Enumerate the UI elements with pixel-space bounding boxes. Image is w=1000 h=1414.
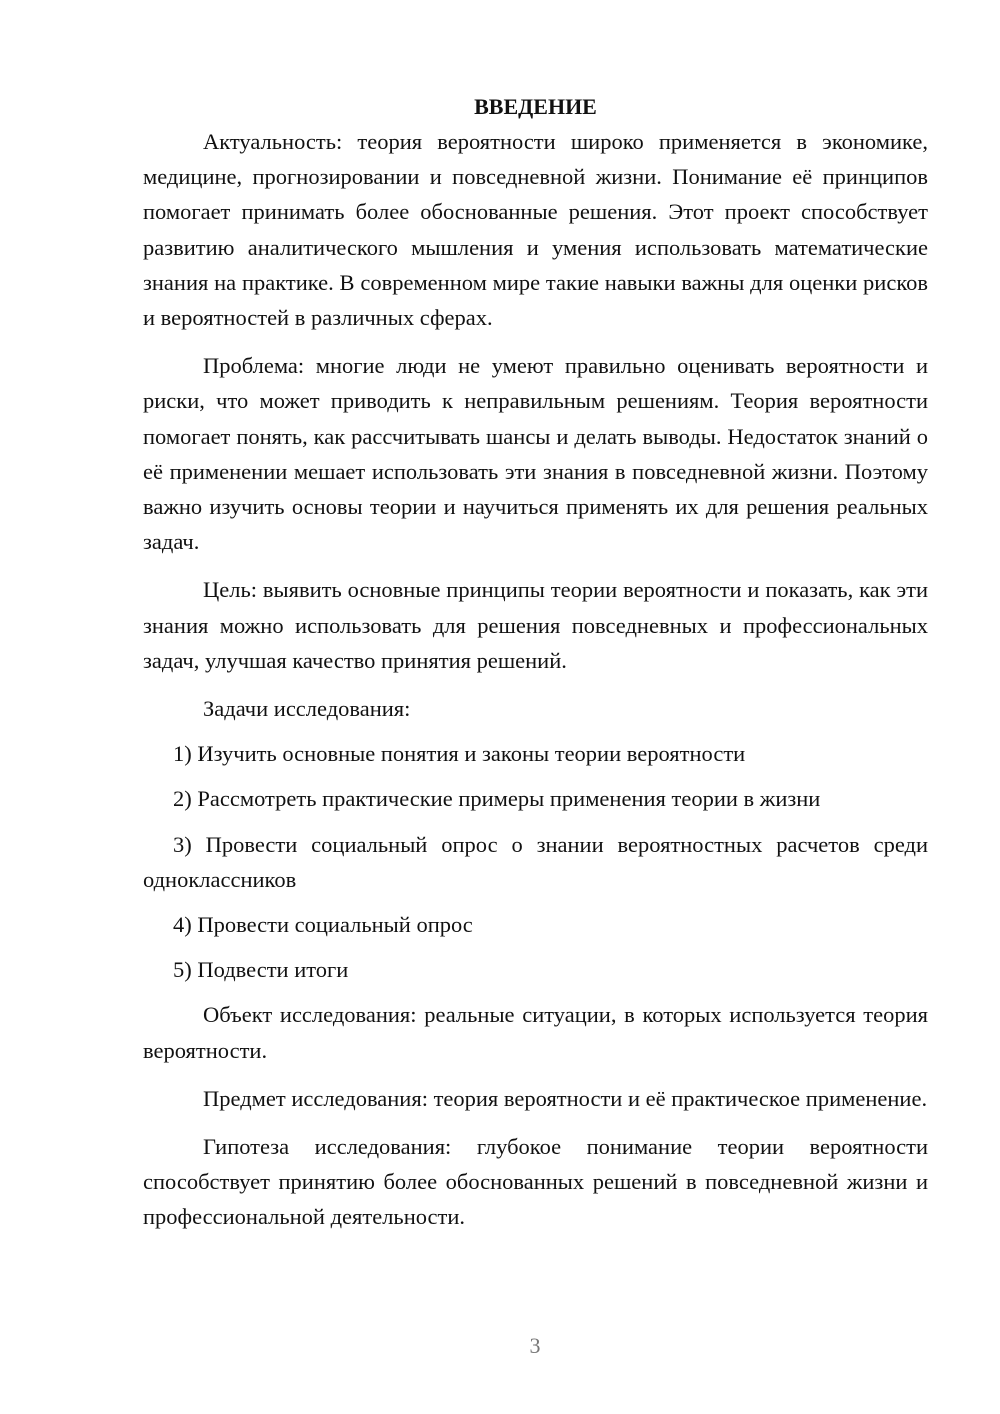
- document-page: [143, 92, 928, 1248]
- tasks-heading: Задачи исследования:: [203, 696, 411, 722]
- task-item: 5) Подвести итоги: [173, 957, 349, 983]
- subject-paragraph: Предмет исследования: теория вероятности и её практическое применение.: [203, 1085, 928, 1111]
- object-paragraph: Объект исследования: реальные ситуации, в которых используется теория вероятности.: [143, 1002, 928, 1063]
- task-item: 4) Провести социальный опрос: [173, 912, 473, 938]
- page-number: 3: [529, 1333, 541, 1358]
- problem-paragraph: Проблема: многие люди не умеют правильно оценивать вероятности и риски, что может приводить к неправильным решениям. Теория вероятности помогает понять, как рассчитывать шансы и делать выводы. Недостаток знаний о её применении мешает использовать эти знания в повседневной жизни. Поэтому важно изучить основы теории и научиться применять их для решения реальных задач.: [143, 353, 928, 555]
- hypothesis-paragraph: Гипотеза исследования: глубокое понимание теории вероятности способствует принятию более обоснованных решений в повседневной жизни и профессиональной деятельности.: [143, 1134, 928, 1230]
- task-item: 3) Провести социальный опрос о знании вероятностных расчетов среди одноклассников: [143, 831, 928, 892]
- page-title: ВВЕДЕНИЕ: [474, 94, 597, 119]
- task-item: 2) Рассмотреть практические примеры применения теории в жизни: [173, 786, 821, 812]
- task-item: 1) Изучить основные понятия и законы теории вероятности: [173, 741, 746, 767]
- relevance-paragraph: Актуальность: теория вероятности широко применяется в экономике, медицине, прогнозировании и повседневной жизни. Понимание её принципов помогает принимать более обоснованные решения. Этот проект способствует развитию аналитического мышления и умения использовать математические знания на практике. В современном мире такие навыки важны для оценки рисков и вероятностей в различных сферах.: [143, 129, 928, 331]
- goal-paragraph: Цель: выявить основные принципы теории вероятности и показать, как эти знания можно использовать для решения повседневных и профессиональных задач, улучшая качество принятия решений.: [143, 577, 928, 673]
